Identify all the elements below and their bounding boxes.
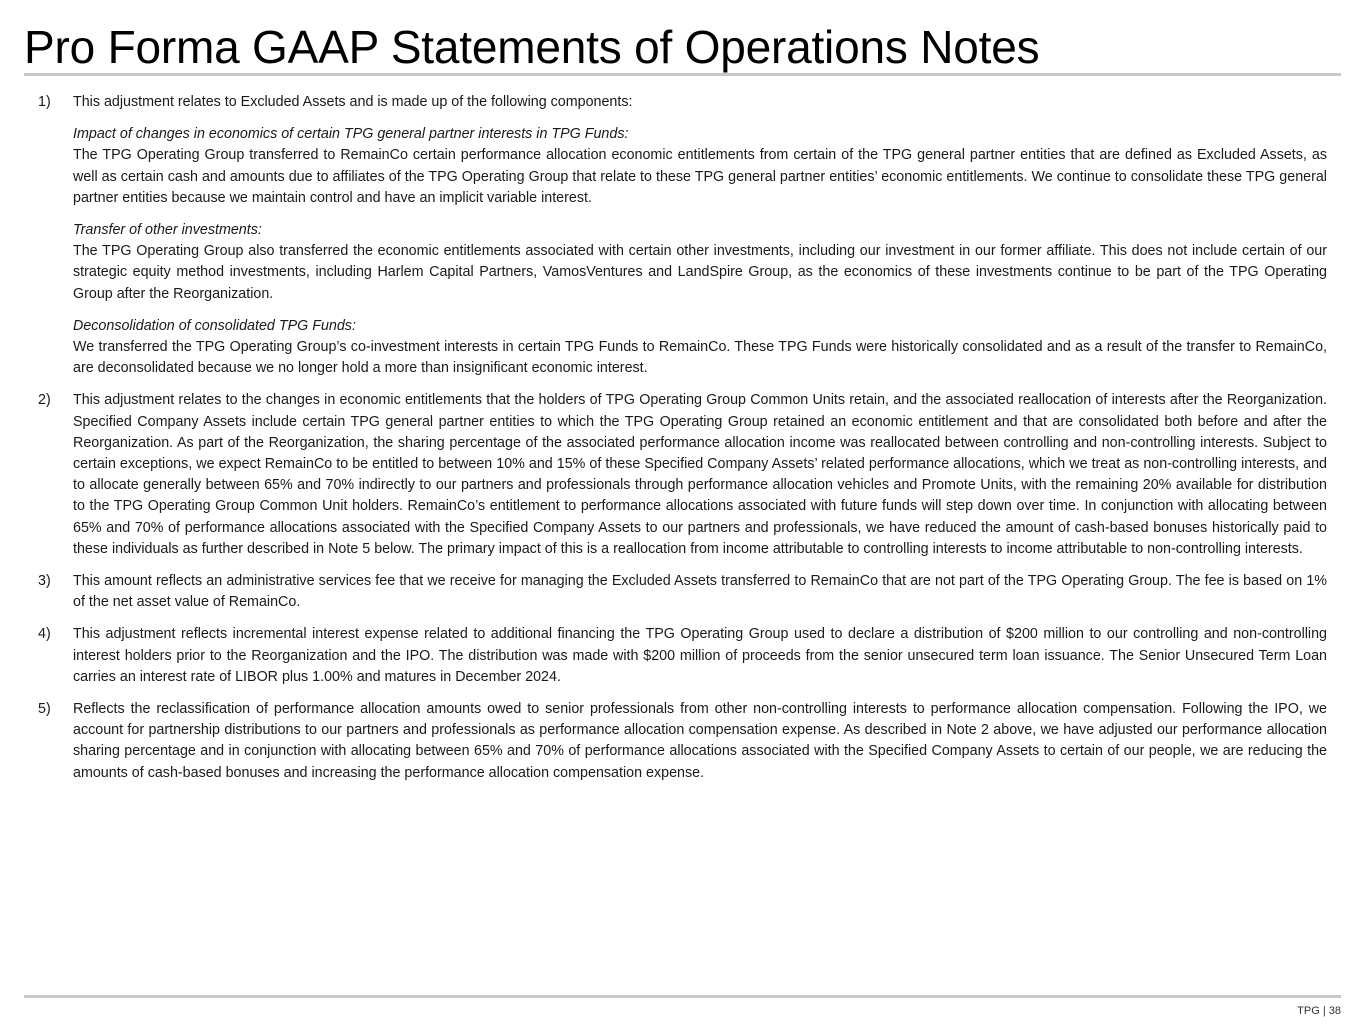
page-footer: TPG | 38 [1297,1005,1341,1017]
note-number: 4) [38,626,51,643]
note-5 [38,699,1327,784]
page-title: Pro Forma GAAP Statements of Operations Notes [24,21,1040,73]
footer-divider [24,995,1341,998]
note-text: This amount reflects an administrative services fee that we receive for managing the Excluded Assets transferred to RemainCo that are not part of the TPG Operating Group. The fee is based on 1% of the net asset value of RemainCo. [73,573,1327,611]
note-text: This adjustment relates to the changes in economic entitlements that the holders of TPG Operating Group Common Units retain, and the associated reallocation of interests after the Reorganization. Specified Company Assets include certain TPG general partner entities to which the TPG Operating Group retained an economic entitlement and that are consolidated both before and after the Reorganization. As part of the Reorganization, the sharing percentage of the associated performance allocation income was reallocated between controlling and non-controlling interests. Subject to certain exceptions, we expect RemainCo to be entitled to between 10% and 15% of these Specified Company Assets’ related performance allocations, which we treat as non-controlling interests, and to allocate generally between 65% and 70% indirectly to our partners and professionals through performance allocation vehicles and Promote Units, with the remaining 20% available for distribution to the TPG Operating Group Common Unit holders. RemainCo’s entitlement to performance allocations associated with future funds will step down over time. In conjunction with allocating between 65% and 70% of performance allocations associated with the Specified Company Assets to our partners and professionals, we have reduced the amount of cash-based bonuses historically paid to these individuals as further described in Note 5 below. The primary impact of this is a reallocation from income attributable to controlling interests to income attributable to non-controlling interests. [73,392,1327,557]
note-subsection [73,220,1327,305]
note-4 [38,624,1327,688]
subsection-text: The TPG Operating Group also transferred the economic entitlements associated with certain other investments, including our investment in our former affiliate. This does not include certain of our strategic equity method investments, including Harlem Capital Partners, VamosVentures and LandSpire Group, as the economics of these investments continue to be part of the TPG Operating Group after the Reorganization. [73,243,1327,302]
subsection-heading: Deconsolidation of consolidated TPG Funds: [73,317,356,334]
note-subsection [73,316,1327,380]
note-number: 3) [38,573,51,590]
note-text: Reflects the reclassification of performance allocation amounts owed to senior professionals from other non-controlling interests to performance allocation compensation. Following the IPO, we account for partnership distributions to our partners and professionals as performance allocation compensation expense. As described in Note 2 above, we have adjusted our performance allocation sharing percentage and in conjunction with allocating between 65% and 70% of performance allocations associated with the Specified Company Assets to certain of our people, we are reducing the amounts of cash-based bonuses and increasing the performance allocation compensation expense. [73,701,1327,781]
notes-list [38,92,1327,795]
note-body [73,390,1327,560]
note-2 [38,390,1327,560]
note-body [73,624,1327,688]
note-body [73,571,1327,613]
note-intro: This adjustment relates to Excluded Assets and is made up of the following components: [73,94,633,110]
note-number: 5) [38,701,51,718]
subsection-text: We transferred the TPG Operating Group’s co-investment interests in certain TPG Funds to RemainCo. These TPG Funds were historically consolidated and as a result of the transfer to RemainCo, are deconsolidated because we no longer hold a more than insignificant economic interest. [73,339,1327,377]
note-number: 1) [38,94,51,110]
note-body [73,92,1327,379]
subsection-heading: Impact of changes in economics of certain TPG general partner interests in TPG Funds: [73,126,629,143]
note-subsection [73,124,1327,209]
subsection-heading: Transfer of other investments: [73,222,262,239]
subsection-text: The TPG Operating Group transferred to RemainCo certain performance allocation economic entitlements from certain of the TPG general partner entities that are defined as Excluded Assets, as well as certain cash and amounts due to affiliates of the TPG Operating Group that relate to these TPG general partner entities’ economic entitlements. We continue to consolidate these TPG general partner entities because we maintain control and have an implicit variable interest. [73,147,1327,206]
title-divider [24,73,1341,76]
note-3 [38,571,1327,613]
note-1 [38,92,1327,379]
note-text: This adjustment reflects incremental interest expense related to additional financing the TPG Operating Group used to declare a distribution of $200 million to our controlling and non-controlling interest holders prior to the Reorganization and the IPO. The distribution was made with $200 million of proceeds from the senior unsecured term loan issuance. The Senior Unsecured Term Loan carries an interest rate of LIBOR plus 1.00% and matures in December 2024. [73,626,1327,685]
note-number: 2) [38,392,51,409]
note-body [73,699,1327,784]
